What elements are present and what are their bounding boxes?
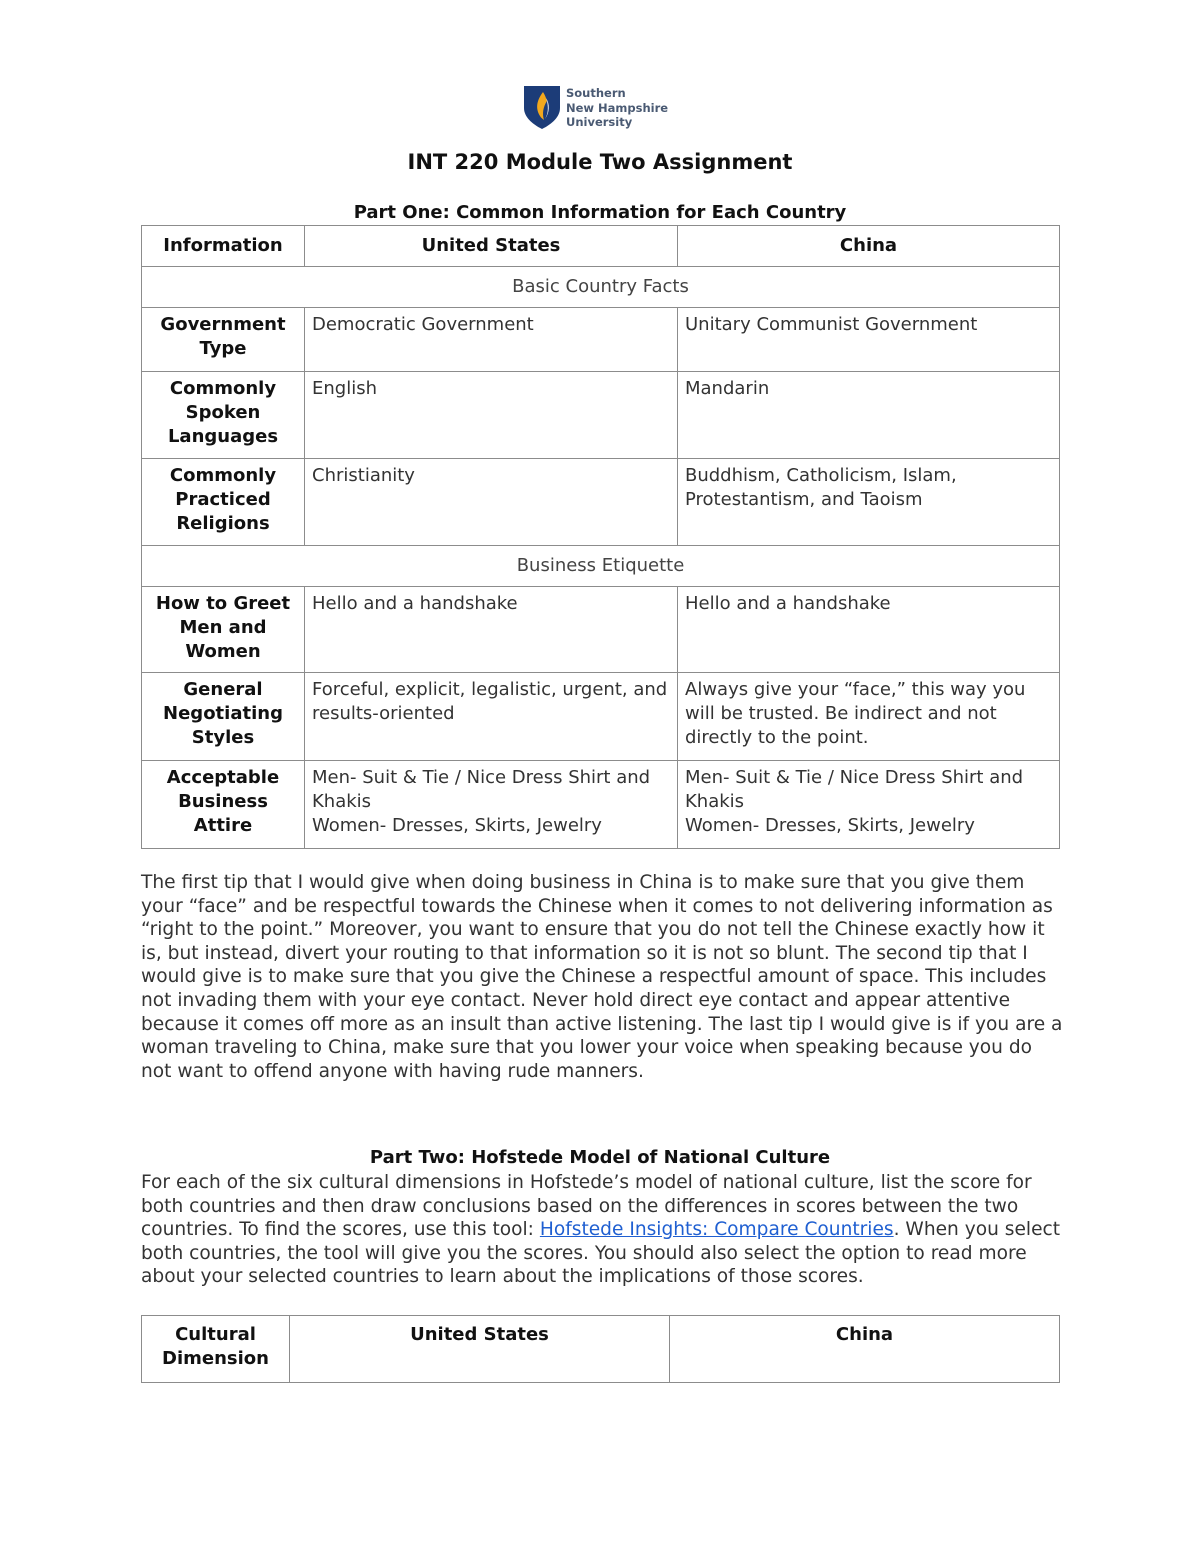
instructions-text: . When you select both countries, the tool will give you the scores. You should also select the option to read more about your selected countries to learn about the implications of those scores. [141, 1219, 1061, 1288]
table-row [142, 459, 1060, 546]
us-cell: Hello and a handshake [305, 587, 678, 673]
us-cell: Men- Suit & Tie / Nice Dress Shirt and Khakis Women- Dresses, Skirts, Jewelry [305, 761, 678, 849]
column-header: China [678, 226, 1060, 267]
china-cell: Hello and a handshake [678, 587, 1060, 673]
row-label: Commonly Practiced Religions [142, 459, 305, 546]
us-cell: Forceful, explicit, legalistic, urgent, and results-oriented [305, 673, 678, 761]
column-header: China [670, 1316, 1060, 1383]
document-title: INT 220 Module Two Assignment [407, 150, 793, 174]
shield-icon [522, 84, 562, 130]
row-label: General Negotiating Styles [142, 673, 305, 761]
section-label: Business Etiquette [142, 546, 1060, 587]
table-row [142, 761, 1060, 849]
us-cell: Christianity [305, 459, 678, 546]
column-header: United States [305, 226, 678, 267]
row-label: Government Type [142, 308, 305, 372]
us-cell: Democratic Government [305, 308, 678, 372]
section-row [142, 267, 1060, 308]
china-cell: Always give your “face,” this way you will be trusted. Be indirect and not directly to the point. [678, 673, 1060, 761]
china-cell: Unitary Communist Government [678, 308, 1060, 372]
country-info-table [141, 225, 1060, 849]
university-logo [522, 84, 692, 134]
hofstede-table [141, 1315, 1060, 1383]
table-row [142, 673, 1060, 761]
row-label: Commonly Spoken Languages [142, 372, 305, 459]
business-tips-paragraph: The first tip that I would give when doing business in China is to make sure that you give them your “face” and be respectful towards the Chinese when it comes to not delivering information as “right to the point.” Moreover, you want to ensure that you do not tell the Chinese exactly how it is, but instead, divert your routing to that information so it is not so blunt. The second tip that I would give is to make sure that you give the Chinese a respectful amount of space. This includes not invading them with your eye contact. Never hold direct eye contact and appear attentive because it comes off more as an insult than active listening. The last tip I would give is if you are a woman traveling to China, make sure that you lower your voice when speaking because you do not want to offend anyone with having rude manners. [141, 872, 1063, 1082]
table-row [142, 587, 1060, 673]
hofstede-compare-link[interactable]: Hofstede Insights: Compare Countries [539, 1219, 894, 1241]
column-header: Cultural Dimension [142, 1316, 290, 1383]
row-label: How to Greet Men and Women [142, 587, 305, 673]
row-label: Acceptable Business Attire [142, 761, 305, 849]
table-row [142, 308, 1060, 372]
table-row [142, 372, 1060, 459]
table-header-row [142, 1316, 1060, 1383]
section-label: Basic Country Facts [142, 267, 1060, 308]
university-name: Southern New Hampshire University [566, 86, 669, 129]
column-header: Information [142, 226, 305, 267]
section-row [142, 546, 1060, 587]
part-two-heading: Part Two: Hofstede Model of National Culture [369, 1147, 831, 1168]
us-cell: English [305, 372, 678, 459]
table-header-row [142, 226, 1060, 267]
part-two-instructions [141, 1171, 1063, 1289]
instructions-text: For each of the six cultural dimensions in Hofstede’s model of national culture, list the score for both countries and then draw conclusions based on the differences in scores between the two countries. To find the scores, use this tool: [141, 1172, 1032, 1241]
china-cell: Mandarin [678, 372, 1060, 459]
column-header: United States [290, 1316, 670, 1383]
china-cell: Men- Suit & Tie / Nice Dress Shirt and Khakis Women- Dresses, Skirts, Jewelry [678, 761, 1060, 849]
part-one-heading: Part One: Common Information for Each Country [353, 202, 847, 223]
china-cell: Buddhism, Catholicism, Islam, Protestantism, and Taoism [678, 459, 1060, 546]
